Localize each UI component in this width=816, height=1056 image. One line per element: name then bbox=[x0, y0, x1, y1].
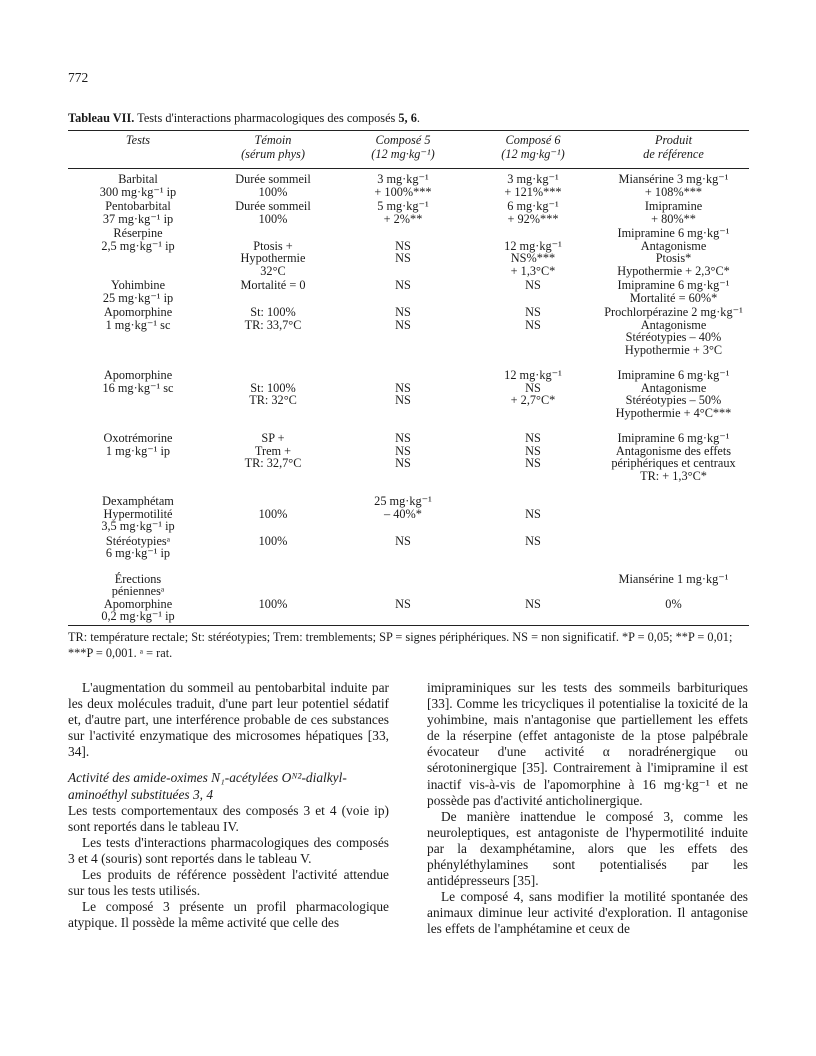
header-temoin: Témoin (sérum phys) bbox=[241, 133, 305, 161]
table-caption-compounds: 5, 6 bbox=[398, 111, 417, 125]
table-cell: Oxotrémorine 1 mg·kg⁻¹ ip bbox=[103, 431, 173, 458]
table-cell: NS NS bbox=[395, 238, 411, 265]
table-row-erections bbox=[68, 573, 749, 625]
left-text-column bbox=[68, 680, 389, 931]
table-cell: Apomorphine 16 mg·kg⁻¹ sc bbox=[102, 368, 174, 395]
section-heading bbox=[68, 770, 389, 802]
table-row-reserpine bbox=[68, 227, 749, 279]
section-heading-line2: aminoéthyl substituées 3, 4 bbox=[68, 786, 214, 802]
table-cell: 6 mg·kg⁻¹ + 92%*** bbox=[507, 199, 559, 226]
table-caption-text: Tests d'interactions pharmacologiques des composés bbox=[134, 111, 399, 125]
table-row-barbital bbox=[68, 173, 749, 200]
table-cell: 3 mg·kg⁻¹ + 100%*** bbox=[374, 172, 432, 199]
table-cell: NS NS bbox=[395, 305, 411, 332]
table-cell: Imipramine 6 mg·kg⁻¹ Mortalité = 60%* bbox=[617, 278, 730, 305]
table-cell: NS bbox=[525, 506, 541, 521]
table-cell: 12 mg·kg⁻¹ NS + 2,7°C* bbox=[504, 368, 562, 407]
table-cell: Pentobarbital 37 mg·kg⁻¹ ip bbox=[102, 199, 174, 226]
table-header-row bbox=[68, 133, 749, 167]
table-cell: NS NS NS bbox=[525, 431, 541, 470]
table-cell: Mortalité = 0 bbox=[240, 278, 306, 292]
table-row-pentobarbital bbox=[68, 200, 749, 227]
table-cell: SP + Trem + TR: 32,7°C bbox=[244, 431, 302, 470]
table-caption-label: Tableau VII. bbox=[68, 111, 135, 125]
paragraph: Le composé 4, sans modifier la motilité spontanée des animaux diminue leur activité d'exploration. Il antagonise les effets de l'amphétamine et ceux de bbox=[427, 889, 748, 937]
table-cell: NS bbox=[395, 533, 411, 548]
table-cell: 25 mg·kg⁻¹ – 40%* bbox=[374, 494, 432, 521]
table-cell: Stéréotypiesᵃ 6 mg·kg⁻¹ ip bbox=[105, 533, 171, 560]
table-row-oxotremorine bbox=[68, 432, 749, 495]
table-cell: Apomorphine 1 mg·kg⁻¹ sc bbox=[103, 305, 173, 332]
table-cell: Imipramine 6 mg·kg⁻¹ Antagonisme des effets périphériques et centraux TR: + 1,3°C* bbox=[611, 431, 736, 483]
paragraph: Le composé 3 présente un profil pharmacologique atypique. Il possède la même activité que celle des bbox=[68, 899, 389, 931]
table-row-apomorphine-1 bbox=[68, 306, 749, 369]
paragraph: De manière inattendue le composé 3, comme les neuroleptiques, est antagoniste de l'hypermotilité induite par la dexamphétamine, alors que les effets des phényléthylamines sont potentialisés par les antidépresseurs [35]. bbox=[427, 808, 748, 889]
header-compose-5: Composé 5 (12 mg·kg⁻¹) bbox=[371, 133, 435, 161]
table-cell: Réserpine 2,5 mg·kg⁻¹ ip bbox=[101, 226, 175, 253]
table-cell: 12 mg·kg⁻¹ NS%*** + 1,3°C* bbox=[504, 238, 562, 278]
paragraph: Les tests d'interactions pharmacologiques des composés 3 et 4 (souris) sont reportés dans le tableau V. bbox=[68, 834, 389, 866]
table-cell: NS NS bbox=[395, 380, 411, 407]
header-compose-6: Composé 6 (12 mg·kg⁻¹) bbox=[501, 133, 565, 161]
table-cell: NS bbox=[525, 596, 541, 611]
table-cell bbox=[598, 535, 749, 573]
table-cell: 100% bbox=[258, 596, 288, 611]
table-cell: 100% bbox=[258, 533, 288, 548]
table-cell: Durée sommeil 100% bbox=[235, 199, 311, 226]
table-cell: NS NS bbox=[525, 305, 541, 332]
table-row-apomorphine-16 bbox=[68, 369, 749, 432]
table-cell: 3 mg·kg⁻¹ + 121%*** bbox=[504, 172, 562, 199]
table-cell: St: 100% TR: 33,7°C bbox=[244, 305, 302, 332]
table-cell: NS bbox=[525, 278, 541, 292]
table-top-rule bbox=[68, 130, 749, 131]
table-row-dexamphetamine bbox=[68, 495, 749, 535]
page-number: 772 bbox=[68, 70, 89, 85]
table-caption bbox=[68, 111, 420, 126]
table-cell: Imipramine + 80%** bbox=[644, 199, 703, 226]
table-cell: Miansérine 3 mg·kg⁻¹ + 108%*** bbox=[618, 172, 729, 199]
paragraph: imipraminiques sur les tests des sommeils barbituriques [33]. Comme les tricycliques il potentialise la toxicité de la yohimbine, mais n'antagonise que partiellement les effets de la réserpine (effet antagoniste de la ptose palpébrale évocateur d'une activité α noradrénergique ou sérotoninergique [35]. Contrairement à l'imipramine il est inactif vis-à-vis de l'apomorphine à 16 mg·kg⁻¹ et ne possède pas d'activité anticholinergique. bbox=[427, 680, 748, 808]
section-heading-line1: Activité des amide-oximes N₁-acétylées Oᴺ²-dialkyl- bbox=[68, 770, 347, 786]
table-cell: Yohimbine 25 mg·kg⁻¹ ip bbox=[102, 278, 174, 305]
header-produit-reference: Produit de référence bbox=[643, 133, 704, 161]
table-bottom-rule bbox=[68, 625, 749, 626]
header-tests: Tests bbox=[125, 133, 151, 147]
table-caption-end: . bbox=[416, 111, 420, 125]
table-cell: NS bbox=[395, 596, 411, 611]
table-cell: Imipramine 6 mg·kg⁻¹ Antagonisme Stéréotypies – 50% Hypothermie + 4°C*** bbox=[615, 368, 732, 420]
right-text-column bbox=[427, 680, 748, 938]
table-footnote: TR: température rectale; St: stéréotypies; Trem: tremblements; SP = signes périphériques. NS = non significatif. *P = 0,05; **P = 0,01; ***P = 0,001. ᵃ = rat. bbox=[68, 630, 733, 660]
table-cell: St: 100% TR: 32°C bbox=[249, 380, 297, 407]
table-cell: Barbital 300 mg·kg⁻¹ ip bbox=[99, 172, 177, 199]
table-cell: NS bbox=[395, 278, 411, 292]
table-cell: Érections péniennesᵃ Apomorphine 0,2 mg·kg⁻¹ ip bbox=[101, 571, 175, 623]
table-row-yohimbine bbox=[68, 279, 749, 306]
table-cell: NS bbox=[525, 533, 541, 548]
table-row-stereotypies bbox=[68, 535, 749, 573]
table-cell: Miansérine 1 mg·kg⁻¹ 0% bbox=[618, 571, 729, 611]
paragraph: Les tests comportementaux des composés 3 et 4 (voie ip) sont reportés dans le tableau IV. bbox=[68, 802, 389, 834]
table-cell: 5 mg·kg⁻¹ + 2%** bbox=[377, 199, 429, 226]
table-cell: Durée sommeil 100% bbox=[235, 172, 311, 199]
table-cell: Dexamphétam Hypermotilité 3,5 mg·kg⁻¹ ip bbox=[101, 494, 175, 533]
table-cell: Ptosis + Hypothermie 32°C bbox=[240, 238, 306, 278]
table-cell: NS NS NS bbox=[395, 431, 411, 470]
table-cell: Prochlorpérazine 2 mg·kg⁻¹ Antagonisme Stéréotypies – 40% Hypothermie + 3°C bbox=[604, 305, 743, 357]
table-cell: 100% bbox=[258, 506, 288, 521]
table-cell: Imipramine 6 mg·kg⁻¹ Antagonisme Ptosis* Hypothermie + 2,3°C* bbox=[617, 226, 730, 278]
interaction-table bbox=[68, 133, 749, 625]
paragraph: L'augmentation du sommeil au pentobarbital induite par les deux molécules traduit, d'une part leur potentiel sédatif et, d'autre part, une interférence probable de ces substances sur l'activité enzymatique des microsomes hépatiques [33, 34]. bbox=[68, 680, 389, 760]
paragraph: Les produits de référence possèdent l'activité attendue sur tous les tests utilisés. bbox=[68, 867, 389, 899]
table-cell bbox=[598, 495, 749, 535]
